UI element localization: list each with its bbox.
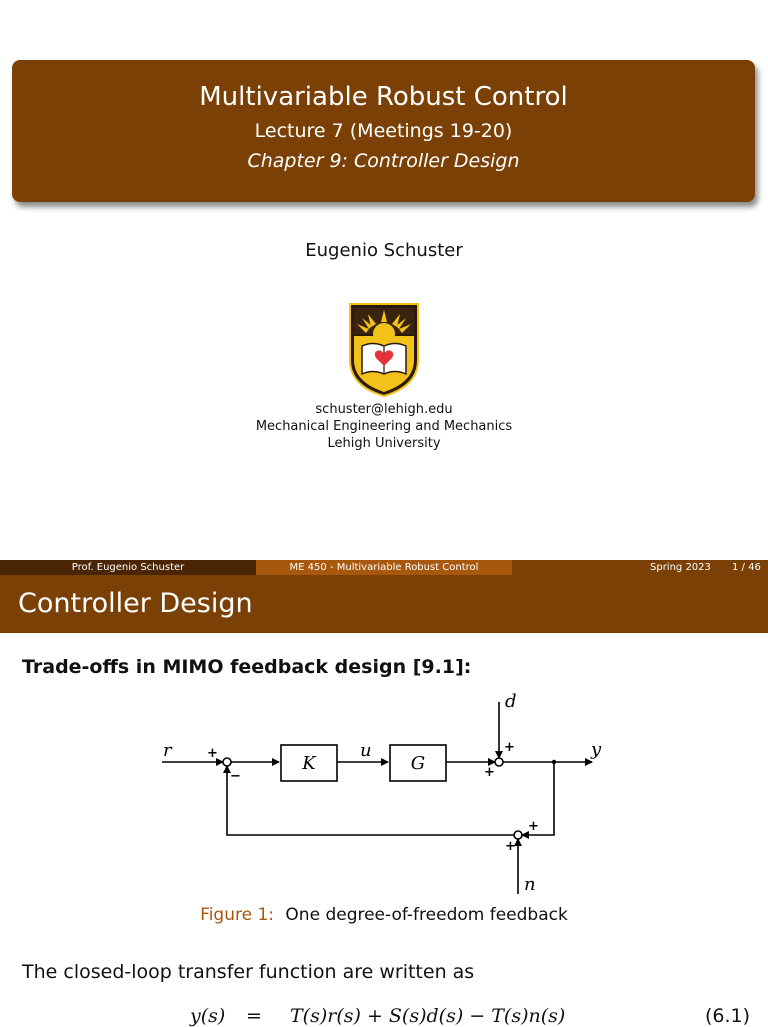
feedback-block-diagram bbox=[150, 685, 620, 900]
slide-footer bbox=[0, 560, 768, 575]
sign-plus-d: + bbox=[504, 740, 515, 755]
label-g: G bbox=[410, 753, 426, 774]
footer-right bbox=[512, 560, 768, 575]
presentation-title: Multivariable Robust Control bbox=[199, 82, 568, 112]
label-y: y bbox=[591, 739, 602, 760]
university-text: Lehigh University bbox=[327, 436, 441, 451]
label-u: u bbox=[360, 740, 372, 761]
title-box bbox=[12, 60, 755, 202]
figure-caption-text: One degree-of-freedom feedback bbox=[285, 905, 568, 925]
frame-title: Controller Design bbox=[0, 575, 768, 633]
contact-block bbox=[0, 401, 768, 452]
email-text: schuster@lehigh.edu bbox=[315, 402, 453, 417]
figure-caption bbox=[0, 905, 768, 925]
presentation-subtitle: Lecture 7 (Meetings 19-20) bbox=[254, 120, 513, 142]
summing-junction-noise bbox=[514, 831, 522, 839]
label-r: r bbox=[163, 740, 172, 761]
sign-plus-n: + bbox=[505, 839, 516, 854]
equation-lhs: y(s) bbox=[190, 1005, 226, 1027]
label-d: d bbox=[505, 691, 517, 712]
summing-junction-error bbox=[223, 758, 231, 766]
sign-plus-r: + bbox=[207, 746, 218, 761]
university-seal-icon bbox=[348, 302, 420, 398]
summing-junction-output bbox=[495, 758, 503, 766]
figure-label: Figure 1: bbox=[200, 905, 275, 925]
sign-plus-g: + bbox=[484, 765, 495, 780]
equation-equals: = bbox=[246, 1005, 262, 1027]
footer-author: Prof. Eugenio Schuster bbox=[0, 560, 256, 575]
body-paragraph: The closed-loop transfer function are written as bbox=[22, 961, 475, 983]
sign-plus-y: + bbox=[528, 819, 539, 834]
chapter-title: Chapter 9: Controller Design bbox=[247, 150, 520, 172]
branch-point bbox=[552, 760, 556, 764]
equation-number: (6.1) bbox=[704, 1005, 750, 1027]
footer-page-number: 1 / 46 bbox=[732, 562, 761, 573]
sign-minus-feedback: − bbox=[230, 769, 241, 784]
label-n: n bbox=[524, 874, 536, 895]
department-text: Mechanical Engineering and Mechanics bbox=[255, 419, 513, 434]
author-name: Eugenio Schuster bbox=[305, 240, 463, 261]
feedback-return-line bbox=[227, 766, 514, 835]
block-title: Trade-offs in MIMO feedback design [9.1]: bbox=[22, 656, 472, 678]
footer-course: ME 450 - Multivariable Robust Control bbox=[256, 560, 512, 575]
label-k: K bbox=[302, 753, 316, 774]
footer-date: Spring 2023 bbox=[650, 562, 711, 573]
equation-rhs: T(s)r(s) + S(s)d(s) − T(s)n(s) bbox=[290, 1005, 566, 1027]
